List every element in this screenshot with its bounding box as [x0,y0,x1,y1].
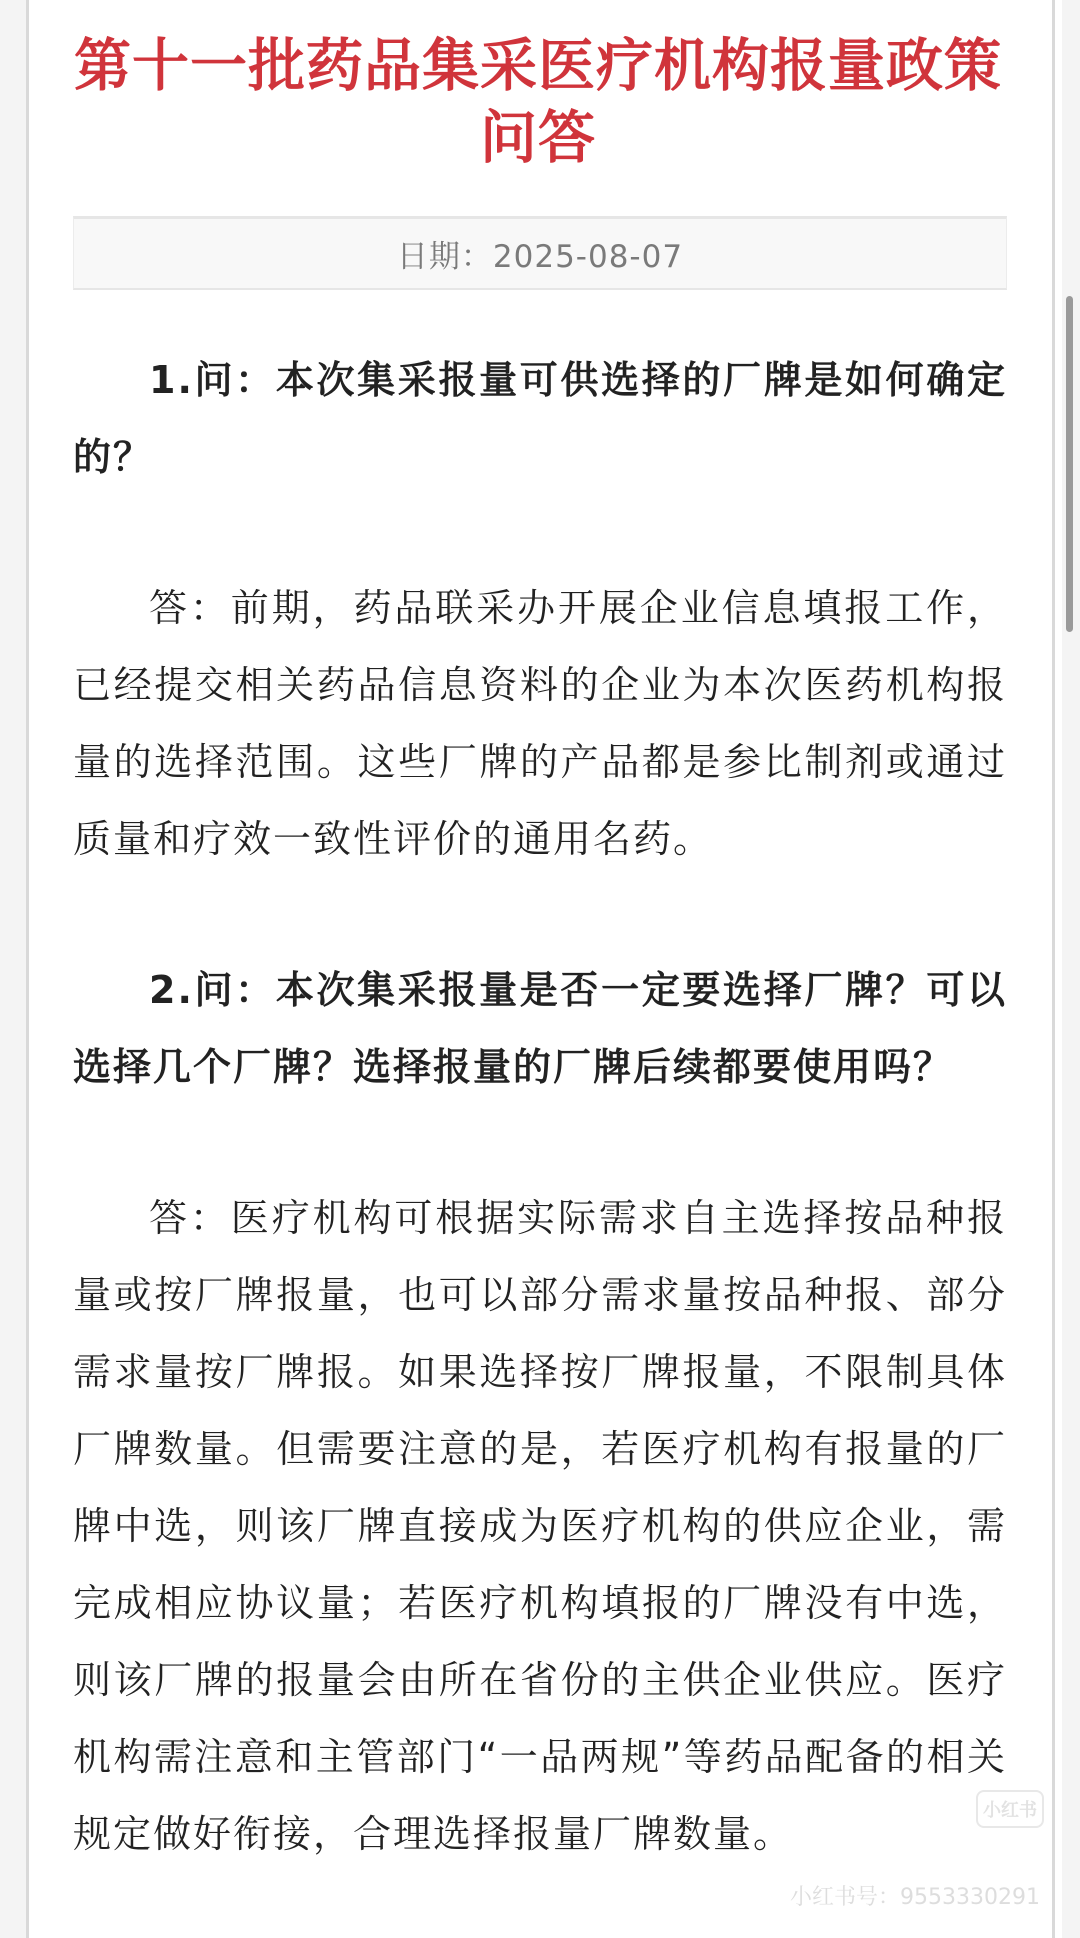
answer-2: 答：医疗机构可根据实际需求自主选择按品种报量或按厂牌报量，也可以部分需求量按品种报、部分需求量按厂牌报。如果选择按厂牌报量，不限制具体厂牌数量。但需要注意的是，若医疗机构有报量的厂牌中选，则该厂牌直接成为医疗机构的供应企业，需完成相应协议量；若医疗机构填报的厂牌没有中选，则该厂牌的报量会由所在省份的主供企业供应。医疗机构需注意和主管部门“一品两规”等药品配备的相关规定做好衔接，合理选择报量厂牌数量。 [73,1196,1007,1856]
question-2: 2.问：本次集采报量是否一定要选择厂牌？可以选择几个厂牌？选择报量的厂牌后续都要使用吗？ [73,968,1007,1089]
watermark-id: 小红书号：9553330291 [790,1885,1040,1910]
paragraph-spacer [73,878,1007,952]
publish-date: 日期：2025-08-07 [396,239,684,275]
paragraph-spacer [73,1106,1007,1180]
right-frame-border [1052,0,1055,1938]
article-body [73,342,1007,1873]
right-frame [1062,0,1080,1938]
xiaohongshu-logo-icon: 小红书 [976,1790,1044,1828]
date-bar [73,216,1007,290]
vertical-scrollbar[interactable] [1066,296,1073,632]
left-frame-border [26,0,29,1938]
left-frame [0,0,26,1938]
page-title: 第十一批药品集采医疗机构报量政策问答 [74,33,1002,171]
paragraph-spacer [73,496,1007,570]
answer-1: 答：前期，药品联采办开展企业信息填报工作，已经提交相关药品信息资料的企业为本次医药机构报量的选择范围。这些厂牌的产品都是参比制剂或通过质量和疗效一致性评价的通用名药。 [73,586,1007,861]
question-1: 1.问：本次集采报量可供选择的厂牌是如何确定的？ [73,358,1007,479]
